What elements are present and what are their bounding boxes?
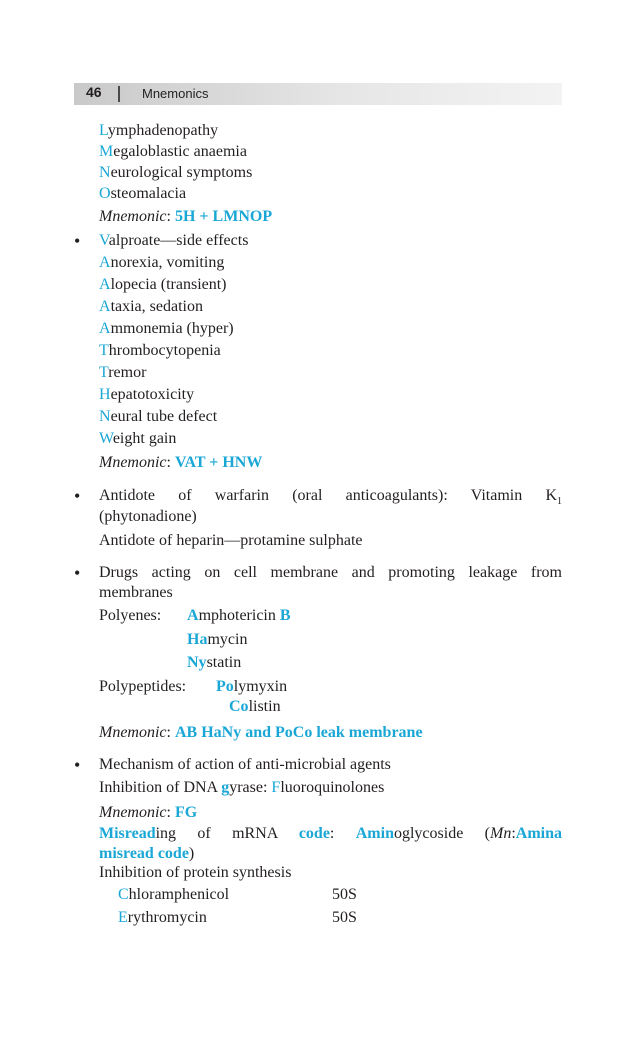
list-item: Hepatotoxicity — [99, 386, 195, 403]
section-heading: Mechanism of action of anti-microbial agents — [99, 756, 391, 773]
list-item: Polymyxin — [216, 678, 288, 695]
list-item: Thrombocytopenia — [99, 342, 221, 359]
paragraph-line: Misreading of mRNA code: Aminoglycoside (Mn:Amina — [99, 825, 562, 842]
page-header — [74, 83, 562, 105]
drug-subunit: 50S — [332, 909, 357, 926]
list-item: Neural tube defect — [99, 408, 218, 425]
list-item: Ataxia, sedation — [99, 298, 203, 315]
mnemonic-line: Mnemonic: FG — [99, 804, 198, 821]
paragraph-line: membranes — [99, 584, 173, 601]
paragraph-line: Inhibition of protein synthesis — [99, 864, 292, 881]
header-divider — [118, 86, 120, 102]
drug-name: Erythromycin — [118, 909, 207, 926]
bullet-icon: • — [74, 563, 81, 583]
list-item: Osteomalacia — [99, 185, 187, 202]
list-item: Amphotericin B — [187, 607, 291, 624]
list-item: Nystatin — [187, 654, 242, 671]
list-item: Megaloblastic anaemia — [99, 143, 247, 160]
paragraph-line: Antidote of heparin—protamine sulphate — [99, 532, 363, 549]
paragraph-line: Inhibition of DNA gyrase: Fluoroquinolones — [99, 779, 385, 796]
bullet-icon: • — [74, 755, 81, 775]
list-item: Ammonemia (hyper) — [99, 320, 234, 337]
paragraph-line: Drugs acting on cell membrane and promoting leakage from — [99, 564, 562, 581]
mnemonic-line: Mnemonic: 5H + LMNOP — [99, 208, 273, 225]
paragraph-line: Antidote of warfarin (oral anticoagulants): Vitamin $K_1$ — [99, 487, 562, 508]
list-item: Weight gain — [99, 430, 177, 447]
list-item: Hamycin — [187, 631, 248, 648]
list-item: Neurological symptoms — [99, 164, 253, 181]
section-heading: Valproate—side effects — [99, 232, 249, 249]
list-item: Lymphadenopathy — [99, 122, 219, 139]
drug-subunit: 50S — [332, 886, 357, 903]
mnemonic-line: Mnemonic: AB HaNy and PoCo leak membrane — [99, 724, 423, 741]
mnemonic-line: Mnemonic: VAT + HNW — [99, 454, 263, 471]
polypeptides-label: Polypeptides: — [99, 678, 187, 695]
running-title: Mnemonics — [142, 86, 209, 101]
list-item: Tremor — [99, 364, 147, 381]
polyenes-label: Polyenes: — [99, 607, 162, 624]
page-number: 46 — [86, 84, 102, 100]
list-item: Alopecia (transient) — [99, 276, 227, 293]
paragraph-line: (phytonadione) — [99, 508, 197, 525]
list-item: Anorexia, vomiting — [99, 254, 225, 271]
paragraph-line: misread code) — [99, 845, 195, 862]
bullet-icon: • — [74, 486, 81, 506]
bullet-icon: • — [74, 231, 81, 251]
list-item: Colistin — [229, 698, 281, 715]
drug-name: Chloramphenicol — [118, 886, 230, 903]
